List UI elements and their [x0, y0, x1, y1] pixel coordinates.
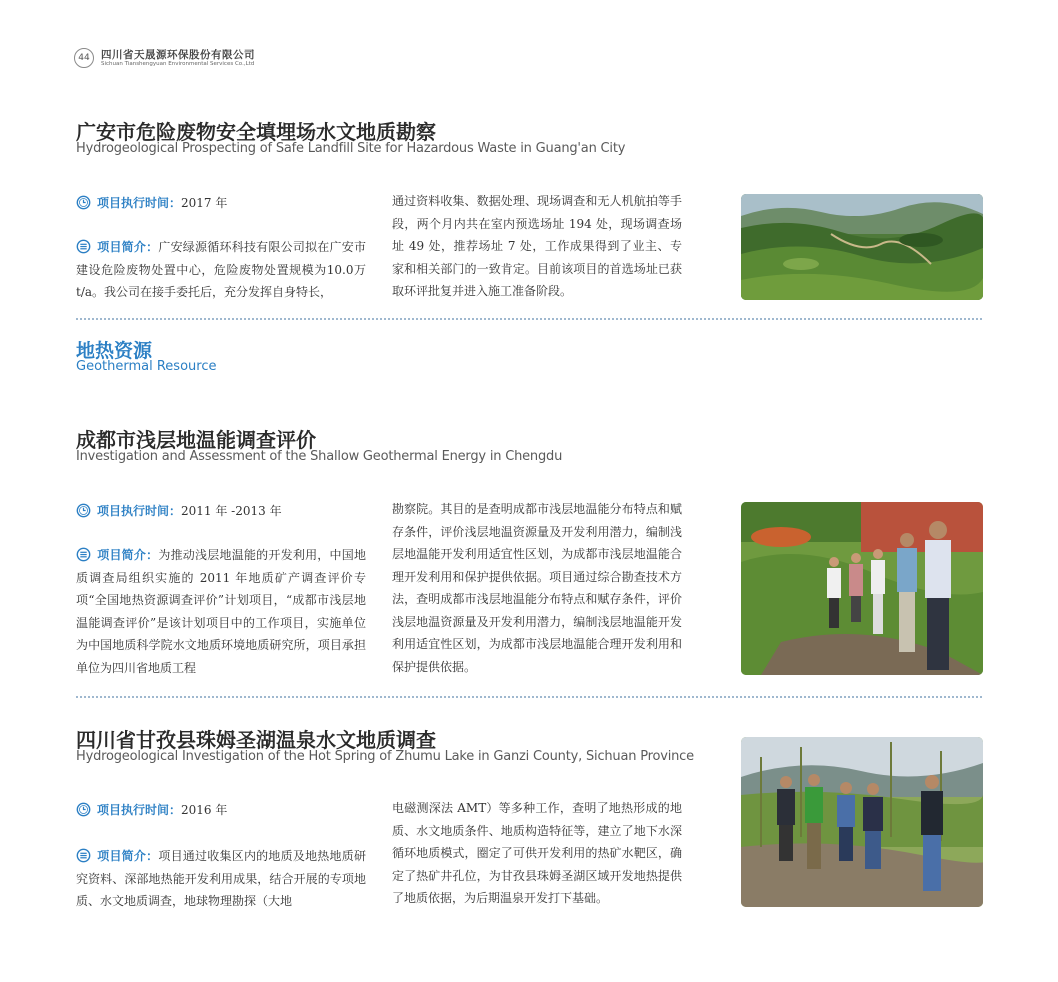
project1-intro-col2: 通过资料收集、数据处理、现场调查和无人机航拍等手段，两个月内共在室内预选场址 194 处，现场调查场址 49 处，推荐场址 7 处，工作成果得到了业主、专家和相关部门的一致肯定。目前该项目的首选场址已获取环评批复并进入施工准备阶段。	[392, 194, 682, 298]
project1-intro-col1	[76, 236, 366, 304]
project3-time	[76, 799, 227, 821]
project3-title-cn: 四川省甘孜县珠姆圣湖温泉水文地质调查	[76, 728, 436, 752]
intro-text: 项目通过收集区内的地质及地热地质研究资料、深部地热能开发利用成果，结合开展的专项地质、水文地质调查，地球物理勘探（大地	[76, 849, 366, 908]
category-title-cn: 地热资源	[76, 340, 153, 362]
section-divider	[76, 696, 982, 698]
section-divider	[76, 318, 982, 320]
project3-intro-col1	[76, 845, 366, 913]
intro-text: 广安绿源循环科技有限公司拟在广安市建设危险废物处置中心，危险废物处置规模为10.0万 t/a。我公司在接手委托后，充分发挥自身特长，	[76, 240, 366, 299]
page-number: 44	[74, 48, 94, 68]
project2-intro-col1	[76, 544, 366, 679]
document-icon	[76, 547, 91, 562]
hot-spring-site-team-photo	[741, 737, 983, 907]
project2-intro-col2: 勘察院。其目的是查明成都市浅层地温能分布特点和赋存条件，评价浅层地温资源量及开发利用潜力，编制浅层地温能开发利用适宜性区划，为成都市浅层地温能合理开发利用和保护提供依据。项目通过综合勘查技术方法，查明成都市浅层地温能分布特点和赋存条件，评价浅层地温资源量及开发利用潜力，编制浅层地温能开发利用适宜性区划，为成都市浅层地温能合理开发利用和保护提供依据。	[392, 502, 682, 674]
time-label: 项目执行时间：	[97, 803, 182, 817]
intro-label: 项目简介：	[97, 548, 159, 562]
intro-label: 项目简介：	[97, 240, 159, 254]
category-title-en: Geothermal Resource	[76, 359, 217, 374]
landfill-site-aerial-photo	[741, 194, 983, 300]
document-icon	[76, 848, 91, 863]
intro-label: 项目简介：	[97, 849, 159, 863]
company-name-en: Sichuan Tianshengyuan Environmental Services Co.,Ltd	[101, 61, 255, 67]
project3-intro-col2: 电磁测深法 AMT）等多种工作，查明了地热形成的地质、水文地质条件、地质构造特征等，建立了地下水深循环地质模式，圈定了可供开发利用的热矿水靶区，确定了热矿井孔位，为甘孜县珠姆圣湖区域开发地热提供了地质依据，为后期温泉开发打下基础。	[392, 801, 682, 905]
project1-title-cn: 广安市危险废物安全填埋场水文地质勘察	[76, 120, 436, 144]
project2-title-en: Investigation and Assessment of the Shallow Geothermal Energy in Chengdu	[76, 449, 563, 464]
time-value: 2016 年	[181, 803, 228, 817]
intro-text: 为推动浅层地温能的开发利用，中国地质调查局组织实施的 2011 年地质矿产调查评价专项“全国地热资源调查评价”计划项目，“成都市浅层地温能调查评价”是该计划项目中的工作项目，实施单位为中国地质科学院水文地质环境地质研究所，项目承担单位为四川省地质工程	[76, 548, 366, 675]
project1-title-en: Hydrogeological Prospecting of Safe Landfill Site for Hazardous Waste in Guang'an City	[76, 141, 626, 156]
field-survey-team-photo	[741, 502, 983, 675]
company-name-cn: 四川省天晟源环保股份有限公司	[101, 49, 255, 61]
document-icon	[76, 239, 91, 254]
time-label: 项目执行时间：	[97, 196, 182, 210]
project2-title-cn: 成都市浅层地温能调查评价	[76, 428, 316, 452]
clock-icon	[76, 802, 91, 817]
time-value: 2011 年 -2013 年	[181, 504, 282, 518]
time-label: 项目执行时间：	[97, 504, 182, 518]
project3-title-en: Hydrogeological Investigation of the Hot Spring of Zhumu Lake in Ganzi County, Sichuan Province	[76, 749, 694, 764]
project2-time	[76, 500, 282, 522]
clock-icon	[76, 195, 91, 210]
time-value: 2017 年	[181, 196, 228, 210]
project1-time	[76, 192, 227, 214]
clock-icon	[76, 503, 91, 518]
